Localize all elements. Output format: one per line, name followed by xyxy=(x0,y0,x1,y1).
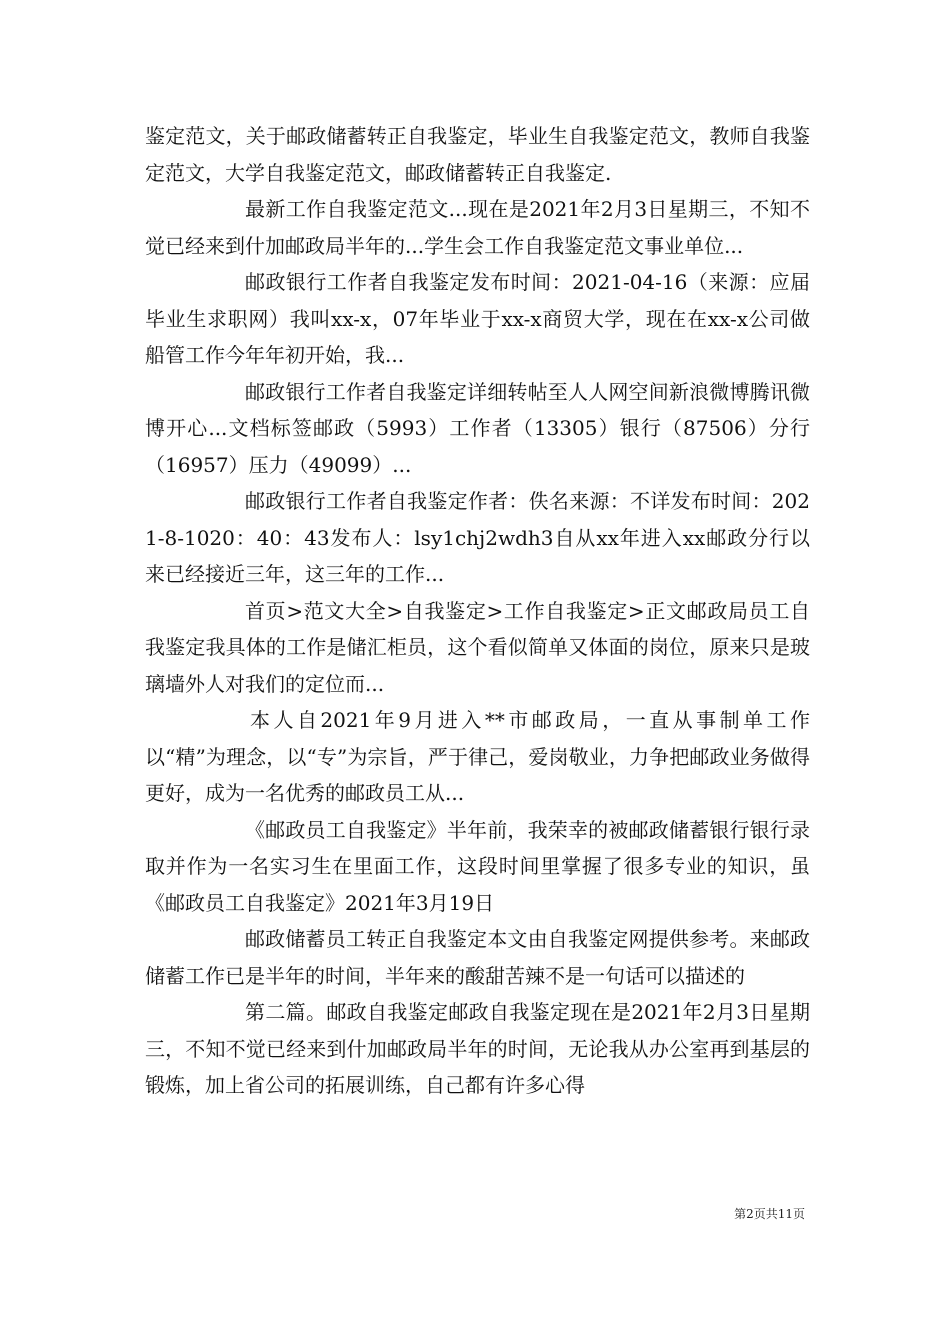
paragraph-10: 第二篇。邮政自我鉴定邮政自我鉴定现在是2021年2月3日星期三，不知不觉已经来到什加邮政局半年的时间，无论我从办公室再到基层的锻炼，加上省公司的拓展训练，自己都有许多心得 xyxy=(145,1000,810,1097)
paragraph-7: 本人自2021年9月进入**市邮政局，一直从事制单工作以“精”为理念，以“专”为宗旨，严于律己，爱岗敬业，力争把邮政业务做得更好，成为一名优秀的邮政员工从... xyxy=(145,708,810,805)
paragraph-1: 鉴定范文，关于邮政储蓄转正自我鉴定，毕业生自我鉴定范文，教师自我鉴定范文，大学自我鉴定范文，邮政储蓄转正自我鉴定. xyxy=(145,124,810,185)
paragraph-3: 邮政银行工作者自我鉴定发布时间：2021-04-16（来源：应届毕业生求职网）我叫xx-x，07年毕业于xx-x商贸大学，现在在xx-x公司做船管工作今年年初开始，我... xyxy=(145,270,810,367)
paragraph-8: 《邮政员工自我鉴定》半年前，我荣幸的被邮政储蓄银行银行录取并作为一名实习生在里面工作，这段时间里掌握了很多专业的知识，虽《邮政员工自我鉴定》2021年3月19日 xyxy=(145,817,810,915)
paragraph-5: 邮政银行工作者自我鉴定作者：佚名来源：不详发布时间：2021-8-1020：40：43发布人：lsy1chj2wdh3自从xx年进入xx邮政分行以来已经接近三年，这三年的工作... xyxy=(145,489,810,586)
page-number: 第2页共11页 xyxy=(734,1207,805,1221)
paragraph-4: 邮政银行工作者自我鉴定详细转帖至人人网空间新浪微博腾讯微博开心...文档标签邮政（5993）工作者（13305）银行（87506）分行（16957）压力（49099）... xyxy=(145,379,810,477)
paragraph-9: 邮政储蓄员工转正自我鉴定本文由自我鉴定网提供参考。来邮政储蓄工作已是半年的时间，半年来的酸甜苦辣不是一句话可以描述的 xyxy=(145,927,810,988)
document-body xyxy=(145,118,810,1104)
paragraph-2: 最新工作自我鉴定范文...现在是2021年2月3日星期三，不知不觉已经来到什加邮政局半年的...学生会工作自我鉴定范文事业单位... xyxy=(145,197,810,258)
paragraph-6: 首页>范文大全>自我鉴定>工作自我鉴定>正文邮政局员工自我鉴定我具体的工作是储汇柜员，这个看似简单又体面的岗位，原来只是玻璃墙外人对我们的定位而... xyxy=(145,598,810,696)
